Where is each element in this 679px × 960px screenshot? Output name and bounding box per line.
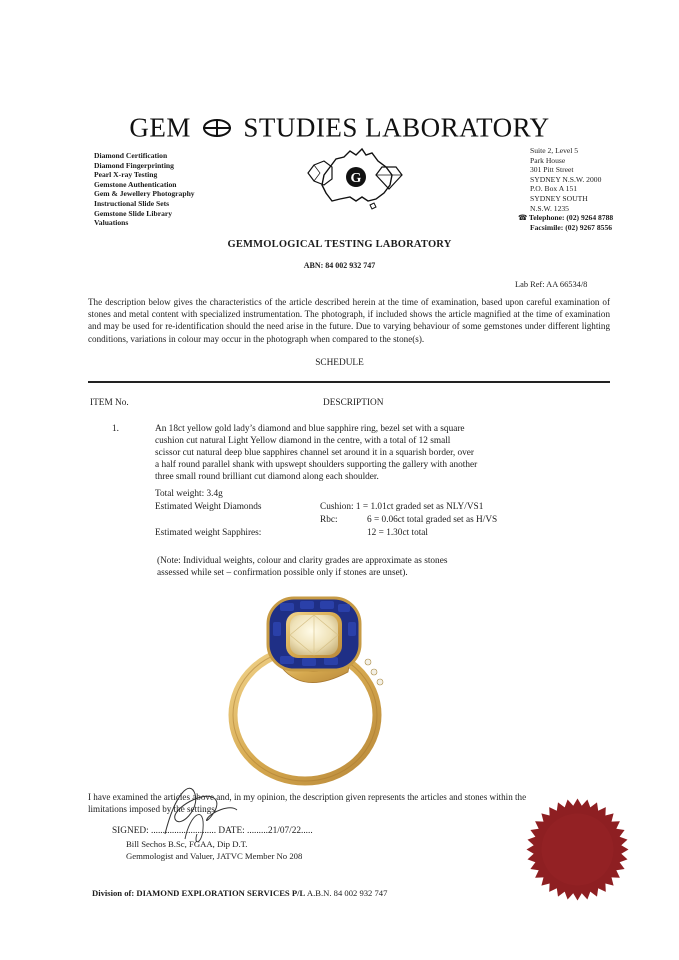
certification-line: limitations imposed by the settings. — [88, 804, 218, 814]
signed-line: SIGNED: ............................ DATE: .........21/07/22..... — [112, 826, 313, 836]
rbc-value: 6 = 0.06ct total graded set as H/VS — [367, 515, 498, 525]
note-line: (Note: Individual weights, colour and clarity grades are approximate as stones — [157, 556, 448, 566]
lab-ref: Lab Ref: AA 66534/8 — [515, 280, 588, 289]
intro-paragraph: The description below gives the characteristics of the article described herein at the time of examination, based upon careful examination of stones and metal content with specialized instrumentation. The photograph, if included shows the article magnified at the time of examination and may be used for re-identification should the need arise in the future. Due to varying behaviour of some gemstones under different lighting conditions, variations in colour may occur in the photograph when compared to the stone(s). — [88, 297, 610, 344]
abn: ABN: 84 002 932 747 — [303, 261, 376, 270]
services-list — [94, 151, 195, 228]
certification-line: I have examined the articles above and, in my opinion, the description given represents the articles and stones within the — [88, 792, 527, 802]
service-item: Gemstone Authentication — [94, 179, 177, 189]
signer-title: Gemmologist and Valuer, JATVC Member No 208 — [126, 850, 303, 861]
lab-heading: GEMMOLOGICAL TESTING LABORATORY — [227, 239, 452, 250]
total-weight: Total weight: 3.4g — [155, 489, 223, 499]
title-left: GEM — [129, 112, 191, 143]
diamonds-weight-label: Estimated Weight Diamonds — [155, 502, 262, 512]
logo-letter: G — [350, 171, 362, 186]
address-line: Park House — [530, 155, 566, 165]
description-line: scissor cut natural deep blue sapphires channel set around it in a squarish border, over — [155, 448, 474, 458]
address-line: P.O. Box A 151 — [530, 184, 578, 194]
ring-photograph — [210, 590, 420, 790]
service-item: Valuations — [94, 218, 129, 228]
divider — [88, 381, 610, 383]
division-name: DIAMOND EXPLORATION SERVICES P/L — [136, 888, 306, 898]
sapphires-weight-label: Estimated weight Sapphires: — [155, 528, 262, 538]
signer-block — [126, 839, 302, 862]
item-number: 1. — [112, 424, 119, 434]
telephone-line — [518, 213, 613, 223]
australia-gem-logo — [300, 145, 410, 217]
note — [157, 555, 577, 579]
lab-title — [0, 110, 679, 143]
service-item: Gem & Jewellery Photography — [94, 189, 195, 199]
service-item: Diamond Fingerprinting — [94, 160, 174, 170]
description-line: three small round brilliant cut diamond along each shoulder. — [155, 472, 379, 482]
facsimile-line — [530, 223, 613, 233]
description-line: An 18ct yellow gold lady’s diamond and blue sapphire ring, bezel set with a square — [155, 424, 465, 434]
signer-name: Bill Sechos B.Sc, FGAA, Dip D.T. — [126, 839, 248, 849]
service-item: Pearl X-ray Testing — [94, 170, 158, 180]
division-prefix: Division of: — [92, 888, 135, 898]
address-line: SYDNEY SOUTH — [530, 193, 588, 203]
service-item: Instructional Slide Sets — [94, 198, 170, 208]
title-right: STUDIES LABORATORY — [243, 112, 550, 143]
description-header: DESCRIPTION — [323, 398, 384, 408]
facsimile: Facsimile: (02) 9267 8556 — [530, 222, 613, 232]
item-no-header: ITEM No. — [90, 398, 129, 408]
description-line: a half round parallel shank with upswept shoulders supporting the gallery with another — [155, 460, 478, 470]
address-line: 301 Pitt Street — [530, 165, 574, 175]
crosshair-diamond-icon — [202, 117, 232, 139]
address-line: N.S.W. 1235 — [530, 203, 569, 213]
telephone-icon: ☎ — [518, 213, 528, 223]
division-footer — [92, 888, 387, 898]
telephone: Telephone: (02) 9264 8788 — [528, 213, 614, 223]
item-description — [155, 423, 580, 483]
cushion-line: Cushion: 1 = 1.01ct graded set as NLY/VS1 — [320, 502, 484, 512]
rbc-label: Rbc: — [320, 515, 338, 525]
address-block — [518, 146, 614, 232]
schedule-label: SCHEDULE — [315, 358, 364, 368]
division-abn: A.B.N. 84 002 932 747 — [306, 888, 388, 898]
address-line: Suite 2, Level 5 — [530, 146, 579, 155]
service-item: Diamond Certification — [94, 151, 168, 160]
note-line: assessed while set – confirmation possible only if stones are unset). — [157, 568, 408, 578]
address-line: SYDNEY N.S.W. 2000 — [530, 174, 602, 184]
sapphires-value: 12 = 1.30ct total — [367, 528, 429, 538]
service-item: Gemstone Slide Library — [94, 208, 173, 218]
red-seal — [525, 797, 630, 902]
description-line: cushion cut natural Light Yellow diamond in the centre, with a total of 12 small — [155, 436, 451, 446]
gem-octagon-icon — [308, 161, 332, 185]
